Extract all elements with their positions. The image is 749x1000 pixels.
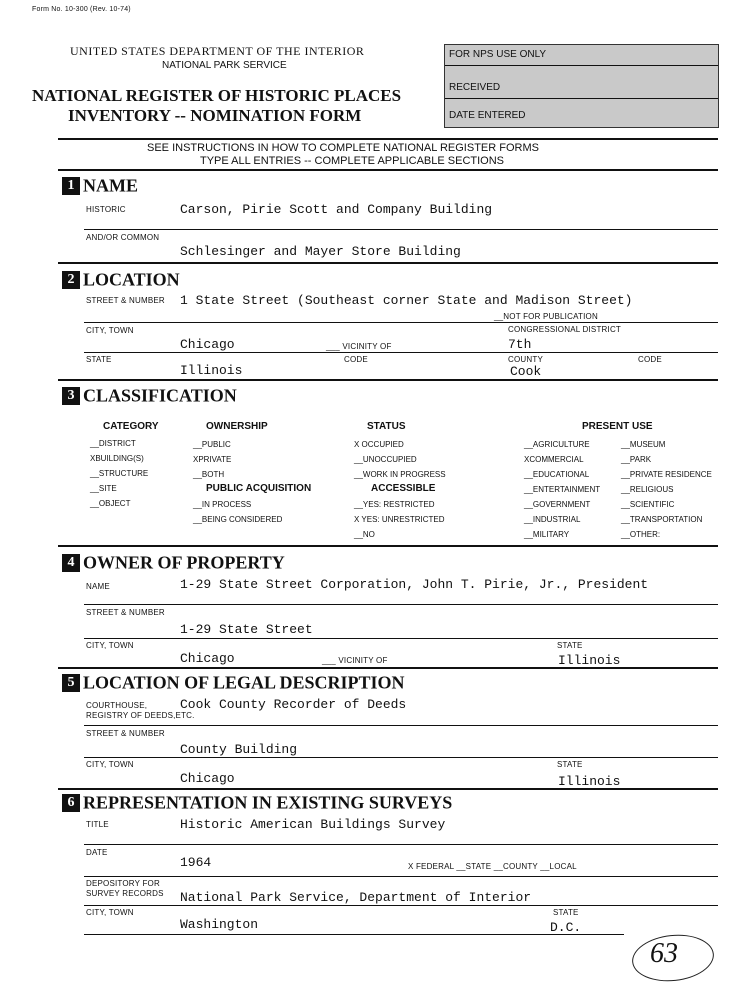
status-heading: STATUS: [367, 421, 406, 432]
category-heading: CATEGORY: [103, 421, 159, 432]
county-label: COUNTY: [508, 355, 543, 364]
present-use-option[interactable]: __MUSEUM: [621, 440, 666, 449]
category-option[interactable]: __OBJECT: [90, 499, 131, 508]
acquisition-option[interactable]: __IN PROCESS: [193, 500, 252, 509]
present-use-option[interactable]: __ENTERTAINMENT: [524, 485, 601, 494]
section-number: 1: [62, 177, 80, 195]
present-use-heading: PRESENT USE: [582, 421, 653, 432]
section-number: 4: [62, 554, 80, 572]
survey-city-label: CITY, TOWN: [86, 908, 134, 917]
survey-state-label: STATE: [553, 908, 579, 917]
page-mark: 63: [650, 938, 678, 969]
city-field[interactable]: Chicago: [180, 337, 235, 352]
registry-label: REGISTRY OF DEEDS,ETC.: [86, 711, 195, 720]
ownership-option[interactable]: XPRIVATE: [193, 455, 232, 464]
section-title: LOCATION: [83, 269, 180, 290]
section-title: NAME: [83, 175, 138, 196]
acquisition-option[interactable]: __BEING CONSIDERED: [193, 515, 283, 524]
status-option[interactable]: __WORK IN PROGRESS: [354, 470, 446, 479]
present-use-option[interactable]: __INDUSTRIAL: [524, 515, 581, 524]
depository-field[interactable]: National Park Service, Department of Interior: [180, 890, 532, 905]
ownership-option[interactable]: __BOTH: [193, 470, 225, 479]
section-1-header: [62, 174, 138, 196]
form-title-1: NATIONAL REGISTER OF HISTORIC PLACES: [32, 86, 402, 105]
legal-city-label: CITY, TOWN: [86, 760, 134, 769]
section-number: 3: [62, 387, 80, 405]
state-field[interactable]: Illinois: [180, 363, 243, 378]
department-name: UNITED STATES DEPARTMENT OF THE INTERIOR: [70, 44, 365, 58]
service-name: NATIONAL PARK SERVICE: [162, 60, 287, 71]
present-use-option[interactable]: __RELIGIOUS: [621, 485, 674, 494]
legal-state-label: STATE: [557, 760, 583, 769]
street-field[interactable]: 1 State Street (Southeast corner State and Madison Street): [180, 293, 633, 308]
survey-city-field[interactable]: Washington: [180, 917, 259, 932]
common-name-label: AND/OR COMMON: [86, 233, 160, 242]
nps-date-entered-label: DATE ENTERED: [449, 110, 526, 121]
section-4-header: [62, 551, 285, 573]
form-number: Form No. 10-300 (Rev. 10-74): [32, 6, 131, 13]
owner-state-label: STATE: [557, 641, 583, 650]
present-use-option[interactable]: __AGRICULTURE: [524, 440, 590, 449]
street-label: STREET & NUMBER: [86, 296, 165, 305]
present-use-option[interactable]: __EDUCATIONAL: [524, 470, 590, 479]
county-field[interactable]: Cook: [510, 364, 542, 379]
owner-vicinity-label[interactable]: ___ VICINITY OF: [322, 656, 388, 665]
survey-level-options[interactable]: X FEDERAL __STATE __COUNTY __LOCAL: [408, 862, 577, 871]
section-title: CLASSIFICATION: [83, 385, 237, 406]
instructions-line-2: TYPE ALL ENTRIES -- COMPLETE APPLICABLE SECTIONS: [200, 155, 505, 167]
legal-street-field[interactable]: County Building: [180, 742, 298, 757]
historic-name-field[interactable]: Carson, Pirie Scott and Company Building: [180, 202, 493, 217]
survey-date-field[interactable]: 1964: [180, 855, 212, 870]
present-use-option[interactable]: __PRIVATE RESIDENCE: [621, 470, 712, 479]
category-option[interactable]: XBUILDING(S): [90, 454, 144, 463]
nps-received-label: RECEIVED: [449, 82, 501, 93]
section-3-header: [62, 384, 237, 406]
owner-name-label: NAME: [86, 582, 110, 591]
courthouse-field[interactable]: Cook County Recorder of Deeds: [180, 697, 407, 712]
nps-use-only-label: FOR NPS USE ONLY: [449, 49, 547, 60]
congressional-district-field[interactable]: 7th: [508, 337, 532, 352]
ownership-option[interactable]: __PUBLIC: [193, 440, 231, 449]
congressional-district-label: CONGRESSIONAL DISTRICT: [508, 325, 622, 334]
section-title: LOCATION OF LEGAL DESCRIPTION: [83, 672, 405, 693]
city-label: CITY, TOWN: [86, 326, 134, 335]
section-5-header: [62, 671, 405, 693]
code-label: CODE: [344, 355, 368, 364]
present-use-option[interactable]: __MILITARY: [524, 530, 570, 539]
survey-date-label: DATE: [86, 848, 108, 857]
category-option[interactable]: __STRUCTURE: [90, 469, 149, 478]
owner-street-field[interactable]: 1-29 State Street: [180, 622, 313, 637]
section-number: 5: [62, 674, 80, 692]
vicinity-text: VICINITY OF: [338, 656, 388, 665]
legal-state-field[interactable]: Illinois: [558, 774, 621, 789]
section-title: REPRESENTATION IN EXISTING SURVEYS: [83, 792, 453, 813]
ownership-heading: OWNERSHIP: [206, 421, 268, 432]
not-for-publication[interactable]: __NOT FOR PUBLICATION: [494, 312, 598, 321]
access-option[interactable]: __NO: [354, 530, 375, 539]
owner-street-label: STREET & NUMBER: [86, 608, 165, 617]
section-2-header: [62, 268, 180, 290]
common-name-field[interactable]: Schlesinger and Mayer Store Building: [180, 244, 461, 259]
county-code-label: CODE: [638, 355, 662, 364]
category-option[interactable]: __SITE: [90, 484, 117, 493]
legal-city-field[interactable]: Chicago: [180, 771, 235, 786]
survey-records-label: SURVEY RECORDS: [86, 889, 164, 898]
courthouse-label: COURTHOUSE,: [86, 701, 148, 710]
section-title: OWNER OF PROPERTY: [83, 552, 285, 573]
access-option[interactable]: __YES: RESTRICTED: [354, 500, 435, 509]
section-number: 6: [62, 794, 80, 812]
nps-use-box: [444, 44, 719, 128]
status-option[interactable]: __UNOCCUPIED: [354, 455, 417, 464]
state-label: STATE: [86, 355, 112, 364]
public-acquisition-heading: PUBLIC ACQUISITION: [206, 483, 312, 494]
instructions-line-1: SEE INSTRUCTIONS IN HOW TO COMPLETE NATIONAL REGISTER FORMS: [147, 142, 539, 154]
section-6-header: [62, 791, 452, 813]
survey-title-label: TITLE: [86, 820, 109, 829]
present-use-option[interactable]: __PARK: [621, 455, 652, 464]
vicinity-label[interactable]: ___ VICINITY OF: [326, 342, 392, 351]
owner-name-field[interactable]: 1-29 State Street Corporation, John T. Pirie, Jr., President: [180, 577, 649, 592]
owner-city-label: CITY, TOWN: [86, 641, 134, 650]
historic-label: HISTORIC: [86, 205, 126, 214]
section-number: 2: [62, 271, 80, 289]
accessible-heading: ACCESSIBLE: [371, 483, 436, 494]
present-use-option[interactable]: __SCIENTIFIC: [621, 500, 675, 509]
survey-title-field[interactable]: Historic American Buildings Survey: [180, 817, 446, 832]
owner-state-field[interactable]: Illinois: [558, 653, 621, 668]
access-option[interactable]: X YES: UNRESTRICTED: [354, 515, 445, 524]
owner-city-field[interactable]: Chicago: [180, 651, 235, 666]
status-option[interactable]: X OCCUPIED: [354, 440, 404, 449]
present-use-option[interactable]: __TRANSPORTATION: [621, 515, 703, 524]
vicinity-text: VICINITY OF: [342, 342, 392, 351]
survey-state-field[interactable]: D.C.: [550, 920, 582, 935]
present-use-option[interactable]: __OTHER:: [621, 530, 661, 539]
legal-street-label: STREET & NUMBER: [86, 729, 165, 738]
form-title-2: INVENTORY -- NOMINATION FORM: [68, 106, 362, 125]
depository-label: DEPOSITORY FOR: [86, 879, 160, 888]
category-option[interactable]: __DISTRICT: [90, 439, 136, 448]
present-use-option[interactable]: __GOVERNMENT: [524, 500, 591, 509]
present-use-option[interactable]: XCOMMERCIAL: [524, 455, 584, 464]
